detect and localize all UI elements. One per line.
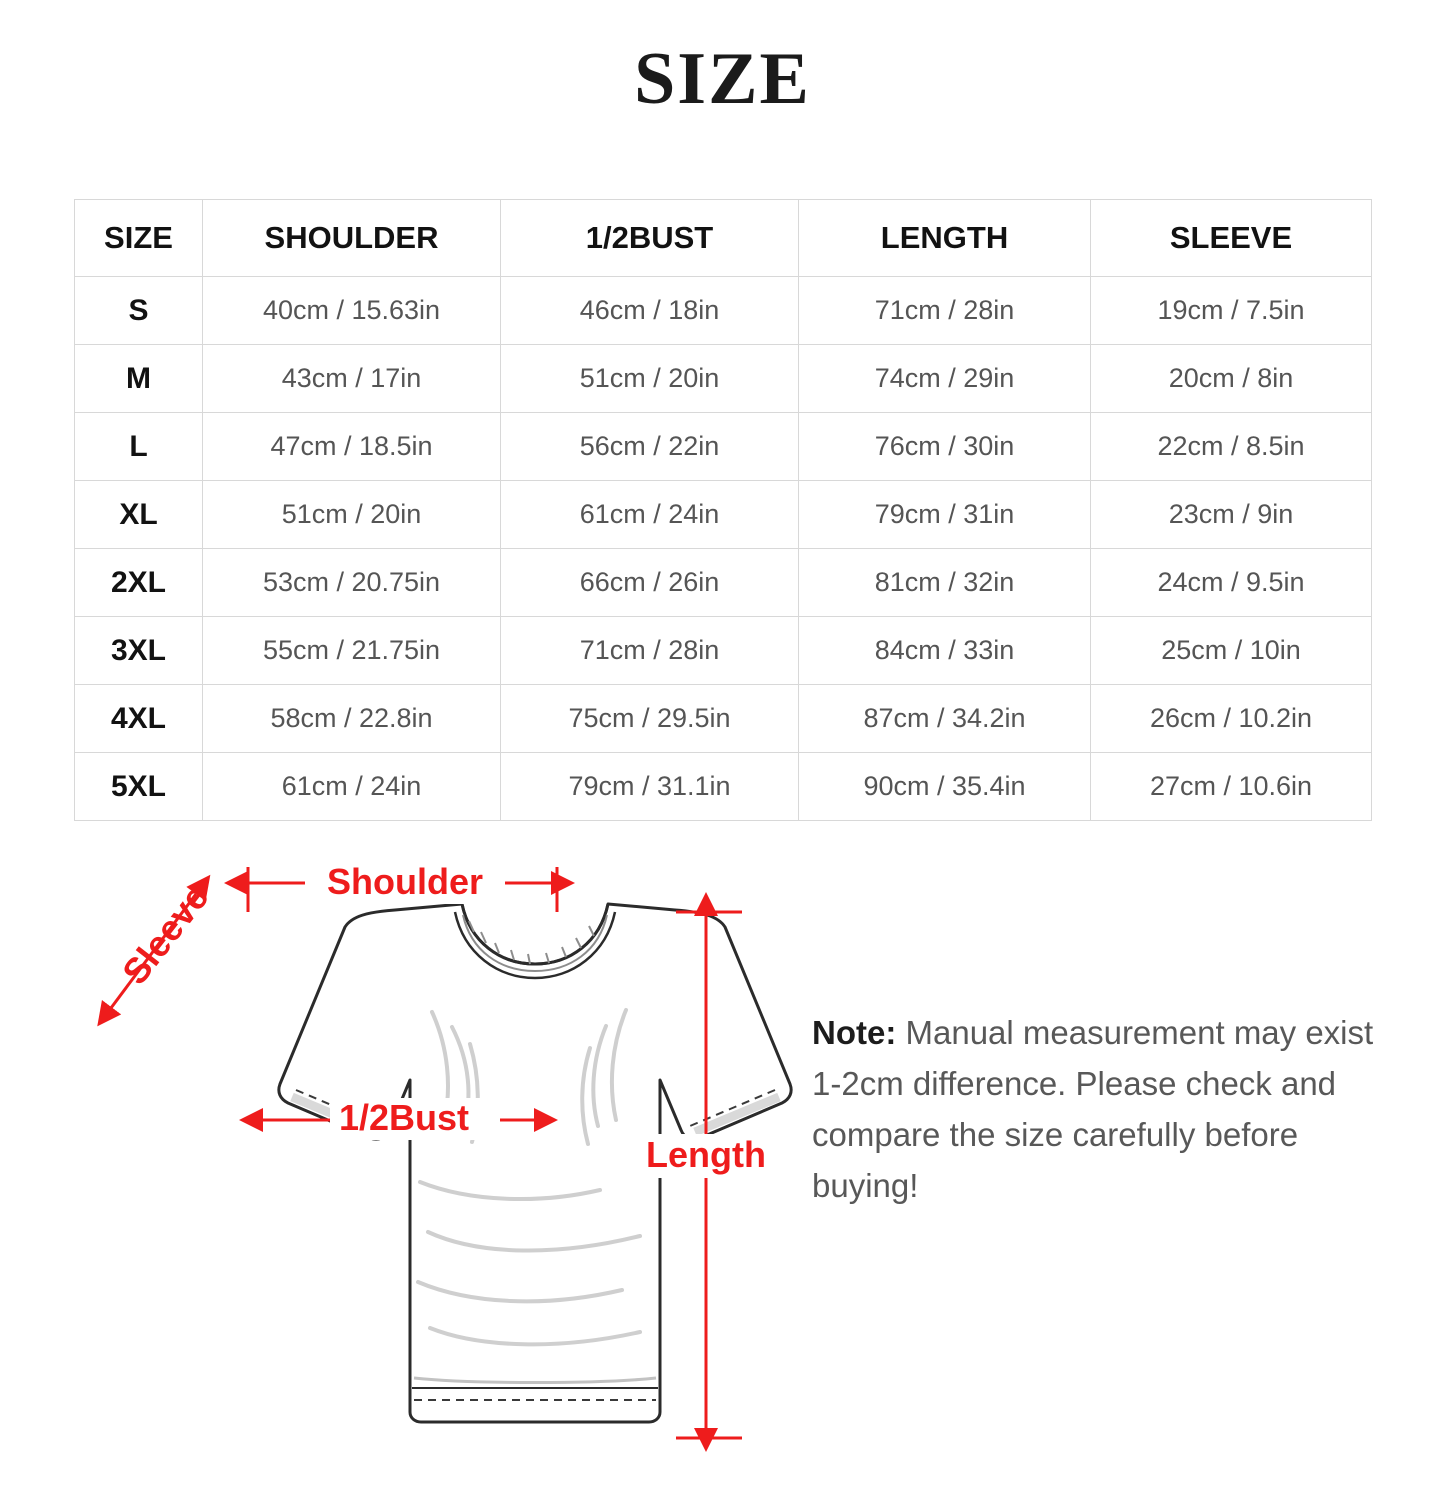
cell-bust: 46cm / 18in [501, 277, 799, 345]
shoulder-label-text: Shoulder [326, 861, 484, 902]
column-header-size: SIZE [75, 200, 203, 277]
cell-bust: 75cm / 29.5in [501, 685, 799, 753]
table-row [75, 617, 1372, 685]
note-prefix: Note: [812, 1014, 897, 1051]
column-header-length: LENGTH [799, 200, 1091, 277]
cell-size: 4XL [75, 685, 203, 753]
cell-shoulder: 61cm / 24in [203, 753, 501, 821]
cell-shoulder: 55cm / 21.75in [203, 617, 501, 685]
cell-size: 2XL [75, 549, 203, 617]
cell-sleeve: 23cm / 9in [1091, 481, 1372, 549]
cell-shoulder: 40cm / 15.63in [203, 277, 501, 345]
cell-length: 74cm / 29in [799, 345, 1091, 413]
cell-sleeve: 25cm / 10in [1091, 617, 1372, 685]
cell-sleeve: 22cm / 8.5in [1091, 413, 1372, 481]
table-row [75, 685, 1372, 753]
shoulder-measure-annotation [248, 861, 557, 912]
cell-shoulder: 51cm / 20in [203, 481, 501, 549]
cell-size: M [75, 345, 203, 413]
page-title: SIZE [634, 38, 811, 120]
cell-bust: 79cm / 31.1in [501, 753, 799, 821]
cell-length: 81cm / 32in [799, 549, 1091, 617]
cell-sleeve: 27cm / 10.6in [1091, 753, 1372, 821]
column-header-sleeve: SLEEVE [1091, 200, 1372, 277]
size-chart-table [74, 199, 1372, 821]
cell-length: 76cm / 30in [799, 413, 1091, 481]
cell-shoulder: 43cm / 17in [203, 345, 501, 413]
cell-shoulder: 53cm / 20.75in [203, 549, 501, 617]
cell-bust: 61cm / 24in [501, 481, 799, 549]
table-row [75, 753, 1372, 821]
cell-length: 87cm / 34.2in [799, 685, 1091, 753]
cell-length: 79cm / 31in [799, 481, 1091, 549]
table-row [75, 549, 1372, 617]
cell-size: XL [75, 481, 203, 549]
cell-bust: 51cm / 20in [501, 345, 799, 413]
cell-size: 5XL [75, 753, 203, 821]
cell-size: 3XL [75, 617, 203, 685]
cell-bust: 66cm / 26in [501, 549, 799, 617]
table-row [75, 277, 1372, 345]
bust-label: 1/2Bust [338, 1097, 470, 1138]
cell-length: 90cm / 35.4in [799, 753, 1091, 821]
length-label: Length [646, 1134, 766, 1175]
cell-size: S [75, 277, 203, 345]
column-header-shoulder: SHOULDER [203, 200, 501, 277]
cell-length: 71cm / 28in [799, 277, 1091, 345]
cell-sleeve: 26cm / 10.2in [1091, 685, 1372, 753]
table-row [75, 345, 1372, 413]
table-row [75, 481, 1372, 549]
cell-shoulder: 58cm / 22.8in [203, 685, 501, 753]
note-text [812, 1007, 1392, 1212]
cell-shoulder: 47cm / 18.5in [203, 413, 501, 481]
cell-sleeve: 20cm / 8in [1091, 345, 1372, 413]
table-header-row [75, 200, 1372, 277]
note-body: Manual measurement may exist 1-2cm difference. Please check and compare the size carefully before buying! [812, 1014, 1374, 1205]
table-row [75, 413, 1372, 481]
cell-length: 84cm / 33in [799, 617, 1091, 685]
cell-sleeve: 24cm / 9.5in [1091, 549, 1372, 617]
column-header-bust: 1/2BUST [501, 200, 799, 277]
sleeve-label: Sleeve [113, 876, 217, 992]
cell-bust: 71cm / 28in [501, 617, 799, 685]
sleeve-measure-annotation [108, 877, 217, 1012]
cell-sleeve: 19cm / 7.5in [1091, 277, 1372, 345]
cell-bust: 56cm / 22in [501, 413, 799, 481]
cell-size: L [75, 413, 203, 481]
